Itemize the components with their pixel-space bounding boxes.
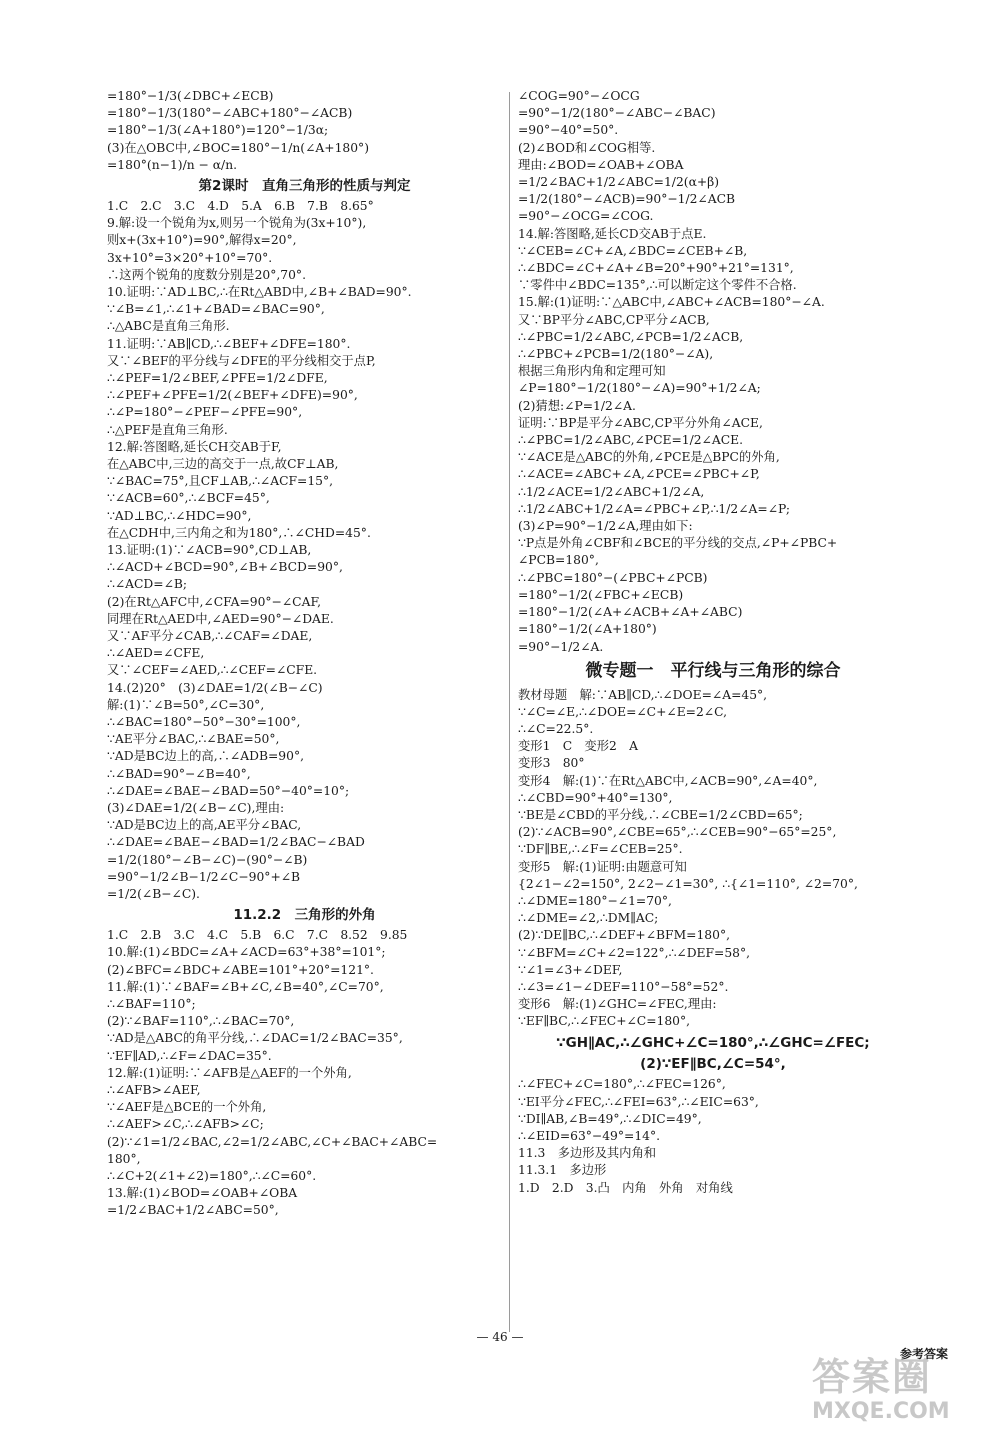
answer-line: ∴△PEF是直角三角形. [107, 422, 228, 437]
answer-line: 1.C 2.B 3.C 4.C 5.B 6.C 7.C 8.52 9.85 [107, 928, 408, 943]
answer-line: ∴1/2∠ABC+1/2∠A=∠PBC+∠P,∴1/2∠A=∠P; [518, 501, 790, 516]
answer-line: ∴∠BAD=90°−∠B=40°, [107, 766, 251, 781]
answer-line: 证明:∵BP是平分∠ABC,CP平分外角∠ACE, [518, 415, 763, 430]
answer-line: ∠P=180°−1/2(180°−∠A)=90°+1/2∠A; [518, 381, 761, 396]
answer-line: (2)在Rt△AFC中,∠CFA=90°−∠CAF, [107, 594, 321, 609]
answer-line: ∵∠ACB=60°,∴∠BCF=45°, [107, 491, 270, 506]
answer-line: ∴∠EID=63°−49°=14°. [518, 1128, 661, 1143]
answer-line: ∴∠P=180°−∠PEF−∠PFE=90°, [107, 405, 303, 420]
answer-line: =1/2(180°−∠B−∠C)−(90°−∠B) [107, 852, 308, 867]
answer-line: ∴∠AFB>∠AEF, [107, 1082, 201, 1097]
answer-line: 变形4 解:(1)∵在Rt△ABC中,∠ACB=90°,∠A=40°, [518, 773, 818, 788]
answer-line: 11.解:(1)∵∠BAF=∠B+∠C,∠B=40°,∠C=70°, [107, 979, 384, 994]
page-number: — 46 — [476, 1330, 524, 1344]
answer-line: ∴∠DME=∠2,∴DM∥AC; [518, 911, 659, 926]
answer-line: 11.3 多边形及其内角和 [518, 1146, 657, 1161]
topic-heading: 微专题一 平行线与三角形的综合 [585, 660, 841, 681]
answer-line: ∴∠BAF=110°; [107, 996, 196, 1011]
answer-line: 又∵∠CEF=∠AED,∴∠CEF=∠CFE. [107, 663, 318, 678]
answer-line: =1/2∠BAC+1/2∠ABC=1/2(α+β) [518, 175, 720, 190]
section-heading: 第2课时 直角三角形的性质与判定 [198, 178, 411, 195]
answer-line: 9.解:设一个锐角为x,则另一个锐角为(3x+10°), [107, 216, 367, 231]
answer-line: ∵DI∥AB,∠B=49°,∴∠DIC=49°, [518, 1111, 702, 1126]
answer-line: ∵EF∥BC,∴∠FEC+∠C=180°, [518, 1014, 691, 1029]
answer-line: 又∵AF平分∠CAB,∴∠CAF=∠DAE, [107, 628, 313, 643]
answer-line: 变形6 解:(1)∠GHC=∠FEC,理由: [518, 997, 717, 1012]
answer-line: =180°−1/3(∠A+180°)=120°−1/3α; [107, 123, 329, 138]
answer-line: ∴∠PBC=180°−(∠PBC+∠PCB) [518, 570, 708, 585]
answer-line: 又∵∠BEF的平分线与∠DFE的平分线相交于点P, [107, 353, 376, 368]
answer-line: 同理在Rt△AED中,∠AED=90°−∠DAE. [107, 611, 334, 626]
answer-line: ∴∠AEF>∠C,∴∠AFB>∠C; [107, 1117, 264, 1132]
answer-line: ∵∠ACE是△ABC的外角,∠PCE是△BPC的外角, [518, 450, 780, 465]
answer-line: ∵P点是外角∠CBF和∠BCE的平分线的交点,∠P+∠PBC+ [518, 536, 838, 551]
answer-line: =1/2(180°−∠ACB)=90°−1/2∠ACB [518, 192, 736, 207]
answer-line: (2)∠BOD和∠COG相等. [518, 140, 656, 155]
left-answer-column [107, 88, 502, 1220]
answer-line: ∴∠3=∠1−∠DEF=110°−58°=52°. [518, 979, 729, 994]
answer-line: (2)∠BFC=∠BDC+∠ABE=101°+20°=121°. [107, 962, 374, 977]
answer-line: 10.解:(1)∠BDC=∠A+∠ACD=63°+38°=101°; [107, 945, 386, 960]
answer-line: (3)∠P=90°−1/2∠A,理由如下: [518, 519, 693, 534]
answer-line: (2)∵∠BAF=110°,∴∠BAC=70°, [107, 1014, 295, 1029]
answer-line: ∴∠ACE=∠ABC+∠A,∠PCE=∠PBC+∠P, [518, 467, 760, 482]
watermark [812, 1355, 982, 1435]
answer-line: ∵AE平分∠BAC,∴∠BAE=50°, [107, 732, 280, 747]
answer-line: ∵∠B=∠1,∴∠1+∠BAD=∠BAC=90°, [107, 302, 325, 317]
watermark-url: MXQE.COM [812, 1399, 950, 1424]
answer-line: 1.D 2.D 3.凸 内角 外角 对角线 [518, 1180, 733, 1195]
answer-line: 180°, [107, 1151, 141, 1166]
answer-line: =180°−1/3(180°−∠ABC+180°−∠ACB) [107, 106, 353, 121]
answer-line: ∵BE是∠CBD的平分线,∴∠CBE=1/2∠CBD=65°; [518, 807, 803, 822]
answer-line: 15.解:(1)证明:∵△ABC中,∠ABC+∠ACB=180°−∠A. [518, 295, 825, 310]
answer-line: ∵EI平分∠FEC,∴∠FEI=63°,∴∠EIC=63°, [518, 1094, 759, 1109]
answer-line: =180°(n−1)/n − α/n. [107, 157, 238, 172]
answer-line: 13.证明:(1)∵∠ACB=90°,CD⊥AB, [107, 542, 312, 557]
answer-line: ∴这两个锐角的度数分别是20°,70°. [107, 267, 306, 282]
answer-line: =180°−1/2(∠FBC+∠ECB) [518, 587, 684, 602]
answer-line: =180°−1/2(∠A+∠ACB+∠A+∠ABC) [518, 605, 743, 620]
answer-line: 11.3.1 多边形 [518, 1163, 607, 1178]
answer-line: 根据三角形内角和定理可知 [518, 364, 666, 379]
answer-line: ∵AD是BC边上的高,AE平分∠BAC, [107, 818, 302, 833]
answer-line: ∴∠PEF=1/2∠BEF,∠PFE=1/2∠DFE, [107, 370, 328, 385]
answer-line: ∠PCB=180°, [518, 553, 599, 568]
answer-line: ∵AD是△ABC的角平分线,∴∠DAC=1/2∠BAC=35°, [107, 1031, 403, 1046]
column-divider [509, 92, 510, 1332]
answer-line: ∴∠CBD=90°+40°=130°, [518, 790, 673, 805]
answer-line: (2)∵∠1=1/2∠BAC,∠2=1/2∠ABC,∠C+∠BAC+∠ABC= [107, 1134, 438, 1149]
answer-line: (2)∵∠ACB=90°,∠CBE=65°,∴∠CEB=90°−65°=25°, [518, 825, 837, 840]
answer-line: ∴∠PBC+∠PCB=1/2(180°−∠A), [518, 347, 714, 362]
answer-line: 1.C 2.C 3.C 4.D 5.A 6.B 7.B 8.65° [107, 198, 374, 213]
watermark-logo: 答案圈 [812, 1355, 933, 1399]
answer-line: 在△CDH中,三内角之和为180°,∴∠CHD=45°. [107, 525, 371, 540]
section-heading: (2)∵EF∥BC,∠C=54°, [640, 1056, 786, 1073]
answer-line: ∵零件中∠BDC=135°,∴可以断定这个零件不合格. [518, 278, 797, 293]
answer-line: ∵EF∥AD,∴∠F=∠DAC=35°. [107, 1048, 272, 1063]
answer-line: ∴∠C+2(∠1+∠2)=180°,∴∠C=60°. [107, 1168, 317, 1183]
answer-line: 14.解:答图略,延长CD交AB于点E. [518, 226, 707, 241]
answer-line: ∴∠BDC=∠C+∠A+∠B=20°+90°+21°=131°, [518, 261, 794, 276]
answer-line: ∵AD是BC边上的高,∴∠ADB=90°, [107, 749, 305, 764]
answer-line: ∴1/2∠ACE=1/2∠ABC+1/2∠A, [518, 484, 705, 499]
section-heading: 11.2.2 三角形的外角 [233, 907, 376, 924]
answer-line: ∵AD⊥BC,∴∠HDC=90°, [107, 508, 252, 523]
answer-line: ∵∠AEF是△BCE的一个外角, [107, 1100, 267, 1115]
answer-line: 3x+10°=3×20°+10°=70°. [107, 250, 273, 265]
answer-line: ∴∠ACD=∠B; [107, 577, 188, 592]
answer-line: 12.解:答图略,延长CH交AB于F, [107, 439, 282, 454]
answer-line: 则x+(3x+10°)=90°,解得x=20°, [107, 233, 297, 248]
answer-line: ∴∠ACD+∠BCD=90°,∠B+∠BCD=90°, [107, 560, 343, 575]
answer-line: ∵∠BFM=∠C+∠2=122°,∴∠DEF=58°, [518, 945, 751, 960]
answer-line: ∵∠CEB=∠C+∠A,∠BDC=∠CEB+∠B, [518, 243, 748, 258]
right-answer-column [518, 88, 908, 1197]
answer-line: {2∠1−∠2=150°, 2∠2−∠1=30°, ∴{∠1=110°, ∠2=70°, [518, 876, 858, 891]
answer-line: 解:(1)∵∠B=50°,∠C=30°, [107, 697, 265, 712]
answer-line: =1/2(∠B−∠C). [107, 887, 200, 902]
answer-line: (2)∵DE∥BC,∴∠DEF+∠BFM=180°, [518, 928, 730, 943]
answer-line: ∴∠PBC=1/2∠ABC,∠PCB=1/2∠ACB, [518, 329, 744, 344]
answer-line: =180°−1/2(∠A+180°) [518, 622, 657, 637]
answer-line: ∵∠1=∠3+∠DEF, [518, 962, 623, 977]
answer-line: ∴∠FEC+∠C=180°,∴∠FEC=126°, [518, 1077, 726, 1092]
answer-line: 11.证明:∵AB∥CD,∴∠BEF+∠DFE=180°. [107, 336, 351, 351]
answer-line: =90°−40°=50°. [518, 123, 619, 138]
answer-line: 14.(2)20° (3)∠DAE=1/2(∠B−∠C) [107, 680, 323, 695]
answer-line: =90°−1/2∠B−1/2∠C−90°+∠B [107, 869, 301, 884]
answer-line: 13.解:(1)∠BOD=∠OAB+∠OBA [107, 1186, 298, 1201]
footer-label: 参考答案 [899, 1347, 948, 1361]
answer-line: 10.证明:∵AD⊥BC,∴在Rt△ABD中,∠B+∠BAD=90°. [107, 284, 412, 299]
answer-line: 又∵BP平分∠ABC,CP平分∠ACB, [518, 312, 710, 327]
answer-line: ∴∠DAE=∠BAE−∠BAD=1/2∠BAC−∠BAD [107, 835, 365, 850]
answer-line: ∴∠PEF+∠PFE=1/2(∠BEF+∠DFE)=90°, [107, 388, 358, 403]
answer-line: ∴∠BAC=180°−50°−30°=100°, [107, 715, 301, 729]
answer-line: ∴∠PBC=1/2∠ABC,∠PCE=1/2∠ACE. [518, 433, 744, 448]
answer-line: =90°−∠OCG=∠COG. [518, 209, 654, 224]
answer-line: =90°−1/2(180°−∠ABC−∠BAC) [518, 106, 716, 121]
section-heading: ∵GH∥AC,∴∠GHC+∠C=180°,∴∠GHC=∠FEC; [556, 1034, 870, 1051]
answer-line: (3)在△OBC中,∠BOC=180°−1/n(∠A+180°) [107, 140, 370, 155]
answer-line: 在△ABC中,三边的高交于一点,故CF⊥AB, [107, 456, 339, 471]
answer-line: ∴∠DME=180°−∠1=70°, [518, 893, 672, 908]
answer-line: ∴△ABC是直角三角形. [107, 319, 230, 334]
answer-line: 理由:∠BOD=∠OAB+∠OBA [518, 157, 684, 172]
answer-line: =1/2∠BAC+1/2∠ABC=50°, [107, 1203, 279, 1218]
answer-line: =90°−1/2∠A. [518, 639, 604, 654]
answer-line: ∵DF∥BE,∴∠F=∠CEB=25°. [518, 842, 683, 857]
answer-line: (2)猜想:∠P=1/2∠A. [518, 398, 636, 413]
answer-line: ∵∠BAC=75°,且CF⊥AB,∴∠ACF=15°, [107, 474, 334, 489]
answer-line: 变形3 80° [518, 756, 585, 771]
answer-line: ∠COG=90°−∠OCG [518, 89, 640, 103]
answer-line: 变形5 解:(1)证明:由题意可知 [518, 859, 687, 874]
answer-line: ∴∠C=22.5°. [518, 721, 594, 736]
answer-line: 教材母题 解:∵AB∥CD,∴∠DOE=∠A=45°, [518, 687, 768, 702]
answer-line: ∴∠AED=∠CFE, [107, 646, 205, 661]
answer-line: 变形1 C 变形2 A [518, 739, 639, 754]
answer-line: (3)∠DAE=1/2(∠B−∠C),理由: [107, 801, 285, 816]
answer-line: =180°−1/3(∠DBC+∠ECB) [107, 89, 274, 103]
answer-line: 12.解:(1)证明:∵∠AFB是△AEF的一个外角, [107, 1065, 352, 1080]
answer-line: ∵∠C=∠E,∴∠DOE=∠C+∠E=2∠C, [518, 704, 727, 719]
answer-line: ∴∠DAE=∠BAE−∠BAD=50°−40°=10°; [107, 783, 350, 798]
